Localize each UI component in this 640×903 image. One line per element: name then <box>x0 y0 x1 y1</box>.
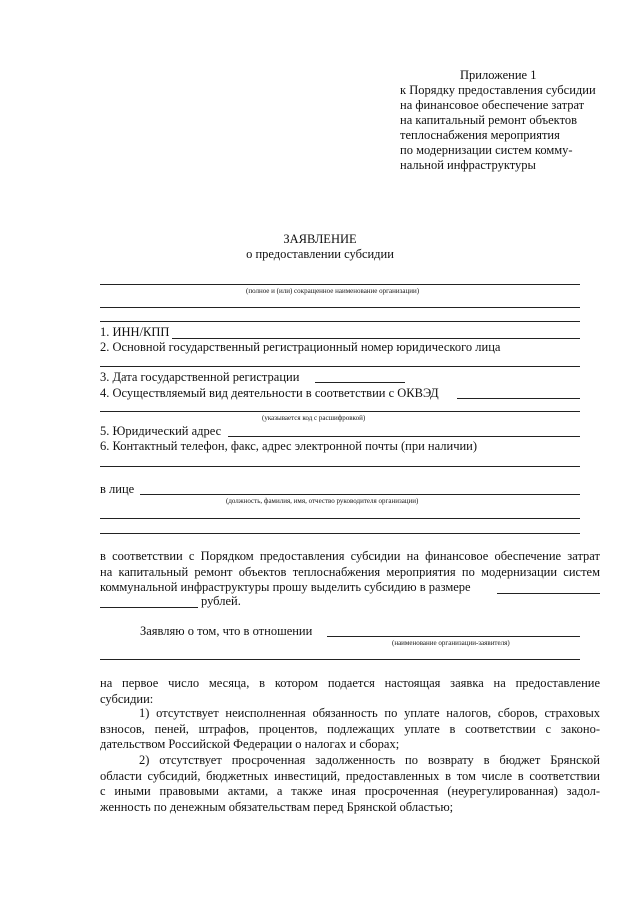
okved-label: 4. Осуществляемый вид деятельности в соответствии с ОКВЭД <box>100 386 439 400</box>
org-name-hint: (полное и (или) сокращенное наименование организации) <box>246 287 420 295</box>
condition-2-line: области субсидий, бюджетных инвестиций, предоставленных в том числе в соответствии <box>100 768 600 783</box>
condition-1-line: дательством Российской Федерации о налогах и сборах; <box>100 737 400 751</box>
amount-line-2[interactable] <box>100 607 198 608</box>
contacts-label: 6. Контактный телефон, факс, адрес электронной почты (при наличии) <box>100 439 478 453</box>
appendix-line: на капитальный ремонт объектов <box>400 113 578 127</box>
condition-item-2 <box>100 753 600 815</box>
condition-2-line: 2) отсутствует просроченная задолженность по возврату в бюджет Брянской <box>139 753 600 767</box>
appendix-line: Приложение 1 <box>460 68 537 82</box>
address-label: 5. Юридический адрес <box>100 424 222 438</box>
document-title: ЗАЯВЛЕНИЕ <box>283 232 357 246</box>
person-line-3[interactable] <box>100 533 580 534</box>
appendix-header <box>400 68 620 173</box>
reg-date-line[interactable] <box>315 382 405 383</box>
amount-line[interactable] <box>497 593 600 594</box>
condition-2-line: женность по денежным обязательствам перед Брянской областью; <box>100 799 454 814</box>
contacts-line[interactable] <box>100 466 580 467</box>
person-line-2[interactable] <box>100 518 580 519</box>
person-line[interactable] <box>140 494 580 495</box>
okved-line[interactable] <box>457 398 580 399</box>
address-line[interactable] <box>228 436 580 437</box>
condition-item-1 <box>100 706 600 753</box>
okved-line-2[interactable] <box>100 411 580 412</box>
condition-1-line: 1) отсутствует неисполненная обязанность по уплате налогов, сборов, страховых <box>139 706 600 720</box>
condition-1-line: взносов, пеней, штрафов, процентов, подлежащих уплате в соответствии с законо- <box>100 721 600 736</box>
org-name-line[interactable] <box>100 284 580 285</box>
org-name-line-3[interactable] <box>100 321 580 322</box>
reg-date-label: 3. Дата государственной регистрации <box>100 370 300 384</box>
conditions-intro-line: субсидии: <box>100 691 154 706</box>
request-line: на капитальный ремонт объектов теплоснабжения мероприятия по модернизации систем <box>100 564 600 579</box>
request-paragraph <box>100 549 600 596</box>
appendix-line: на финансовое обеспечение затрат <box>400 98 585 112</box>
appendix-line: нальной инфраструктуры <box>400 158 536 172</box>
inn-label: 1. ИНН/КПП <box>100 325 170 339</box>
request-line: коммунальной инфраструктуры прошу выделить субсидию в размере <box>100 580 471 594</box>
ogrn-line[interactable] <box>100 366 580 367</box>
declare-text: Заявляю о том, что в отношении <box>140 624 313 638</box>
ogrn-label: 2. Основной государственный регистрационный номер юридического лица <box>100 340 501 354</box>
applicant-line[interactable] <box>327 636 580 637</box>
conditions-intro <box>100 676 600 707</box>
applicant-line-2[interactable] <box>100 659 580 660</box>
condition-2-line: с иными правовыми актами, а также иная просроченная (неурегулированная) задол- <box>100 784 600 798</box>
org-name-line-2[interactable] <box>100 307 580 308</box>
applicant-hint: (наименование организации-заявителя) <box>392 639 510 647</box>
appendix-line: теплоснабжения мероприятия <box>400 128 560 142</box>
person-hint: (должность, фамилия, имя, отчество руководителя организации) <box>226 497 419 505</box>
appendix-line: по модернизации систем комму- <box>400 143 573 157</box>
inn-line[interactable] <box>172 338 580 339</box>
currency-label: рублей. <box>201 594 241 608</box>
request-line: в соответствии с Порядком предоставления субсидии на финансовое обеспечение затрат <box>100 549 600 563</box>
document-subtitle: о предоставлении субсидии <box>246 247 394 261</box>
appendix-line: к Порядку предоставления субсидии <box>400 83 596 97</box>
conditions-intro-line: на первое число месяца, в котором подается настоящая заявка на предоставление <box>100 676 600 690</box>
person-label: в лице <box>100 482 135 496</box>
okved-hint: (указывается код с расшифровкой) <box>262 414 366 422</box>
